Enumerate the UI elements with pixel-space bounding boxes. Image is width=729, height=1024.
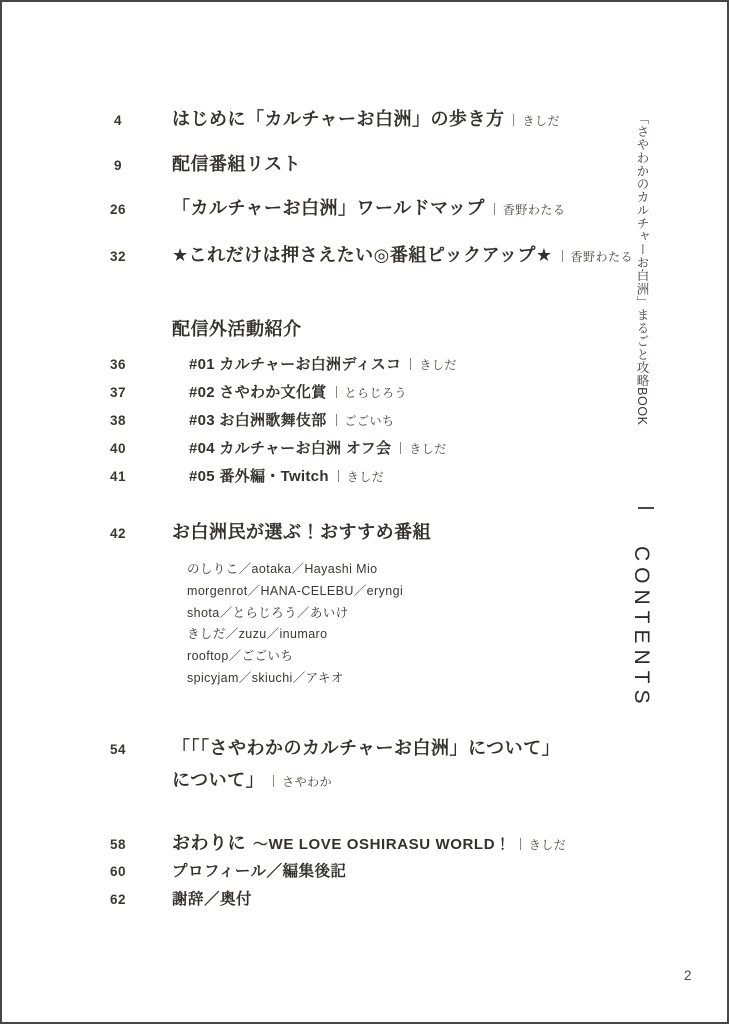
toc-author: ごごいち xyxy=(344,414,395,428)
toc-page-number: 40 xyxy=(109,441,127,456)
toc-title-text: 謝辞／奥付 xyxy=(172,891,253,908)
contributor-line: morgenrot／HANA-CELEBU／eryngi xyxy=(187,583,404,598)
toc-title-text: #01 カルチャーお白洲ディスコ xyxy=(189,356,402,373)
toc-title-text: おわりに xyxy=(172,833,246,853)
author-divider xyxy=(336,386,337,398)
toc-title xyxy=(172,105,560,131)
page-folio-number: 2 xyxy=(684,968,692,983)
toc-page-number: 41 xyxy=(109,469,127,484)
toc-page-number: 60 xyxy=(109,864,127,879)
toc-row-32 xyxy=(102,241,633,267)
toc-title xyxy=(172,241,633,267)
toc-row-4 xyxy=(102,105,560,131)
toc-row-9 xyxy=(102,150,301,176)
author-divider xyxy=(273,775,274,787)
toc-title-text: 「「「さやわかのカルチャーお白洲」について」 xyxy=(172,738,561,758)
toc-title-text: #02 さやわか文化賞 xyxy=(189,384,327,401)
toc-title xyxy=(172,829,566,855)
toc-row-36 xyxy=(102,353,457,374)
toc-page-number: 4 xyxy=(113,113,122,128)
toc-author: きしだ xyxy=(409,442,447,456)
author-divider xyxy=(400,442,401,454)
toc-title xyxy=(172,150,301,176)
book-title-vertical: 「さやわかのカルチャーお白洲」まるごと攻略BOOK xyxy=(635,112,649,426)
toc-title-text: について」 xyxy=(172,770,265,790)
toc-author: 香野わたる xyxy=(570,250,634,264)
toc-row-38 xyxy=(102,409,395,430)
toc-page-number: 9 xyxy=(113,158,122,173)
author-divider xyxy=(410,358,411,370)
toc-title xyxy=(189,381,407,402)
toc-page-number: 32 xyxy=(109,249,127,264)
author-divider xyxy=(513,114,514,126)
toc-page-number: 36 xyxy=(109,357,127,372)
section-header-text: 配信外活動紹介 xyxy=(172,319,302,339)
toc-page-number: 58 xyxy=(109,837,127,852)
author-divider xyxy=(338,470,339,482)
toc-author: とらじろう xyxy=(344,386,408,400)
toc-title xyxy=(172,518,431,544)
toc-row-41 xyxy=(102,465,384,486)
toc-title-text: ★これだけは押さえたい◎番組ピックアップ★ xyxy=(172,245,553,265)
toc-author: 香野わたる xyxy=(502,203,566,217)
toc-page-number: 37 xyxy=(109,385,127,400)
toc-title xyxy=(172,887,252,909)
author-divider xyxy=(336,414,337,426)
toc-title xyxy=(189,465,384,486)
toc-title-text: プロフィール／編集後記 xyxy=(172,863,347,880)
toc-page-number: 62 xyxy=(109,892,127,907)
toc-row-37 xyxy=(102,381,407,402)
toc-row-54-continued xyxy=(172,766,332,792)
toc-row-58 xyxy=(102,829,566,855)
contributor-line: きしだ／zuzu／inumaro xyxy=(187,627,328,642)
contributor-line: spicyjam／skiuchi／アキオ xyxy=(187,670,344,685)
toc-author: きしだ xyxy=(522,114,560,128)
vertical-divider xyxy=(638,507,654,509)
toc-title xyxy=(172,194,565,220)
toc-title xyxy=(189,409,395,430)
contributor-line: shota／とらじろう／あいけ xyxy=(187,605,349,620)
toc-title xyxy=(189,437,447,458)
author-divider xyxy=(520,838,521,850)
author-divider xyxy=(562,250,563,262)
contents-heading-vertical: CONTENTS xyxy=(630,546,653,710)
toc-page-number: 26 xyxy=(109,202,127,217)
toc-subtitle-text: ～WE LOVE OSHIRASU WORLD！ xyxy=(253,836,511,853)
toc-author: さやわか xyxy=(282,775,333,789)
toc-row-40 xyxy=(102,437,447,458)
recommend-contributor-list xyxy=(187,559,403,690)
toc-title xyxy=(172,734,560,760)
toc-section-header xyxy=(102,315,302,341)
toc-title xyxy=(189,353,457,374)
toc-row-54 xyxy=(102,734,560,760)
toc-row-26 xyxy=(102,194,565,220)
toc-title xyxy=(172,859,346,881)
toc-row-60 xyxy=(102,859,346,881)
author-divider xyxy=(494,203,495,215)
toc-title-text: #05 番外編・Twitch xyxy=(189,468,329,485)
toc-page-number: 54 xyxy=(109,742,127,757)
toc-author: きしだ xyxy=(346,470,385,484)
toc-author: きしだ xyxy=(528,838,567,852)
toc-title-text: お白洲民が選ぶ！おすすめ番組 xyxy=(172,522,432,542)
toc-page-number: 38 xyxy=(109,413,127,428)
toc-author: きしだ xyxy=(419,358,457,372)
toc-title-text: 配信番組リスト xyxy=(172,154,302,174)
toc-title-text: はじめに「カルチャーお白洲」の歩き方 xyxy=(172,109,505,129)
toc-page-number: 42 xyxy=(109,526,127,541)
toc-row-42 xyxy=(102,518,431,544)
contributor-line: rooftop／ごごいち xyxy=(187,649,294,664)
toc-title-text: #04 カルチャーお白洲 オフ会 xyxy=(189,440,392,457)
toc-title-text: 「カルチャーお白洲」ワールドマップ xyxy=(172,198,485,218)
toc-row-62 xyxy=(102,887,252,909)
toc-title-text: #03 お白洲歌舞伎部 xyxy=(189,412,327,429)
contributor-line: のしりこ／aotaka／Hayashi Mio xyxy=(187,562,378,576)
